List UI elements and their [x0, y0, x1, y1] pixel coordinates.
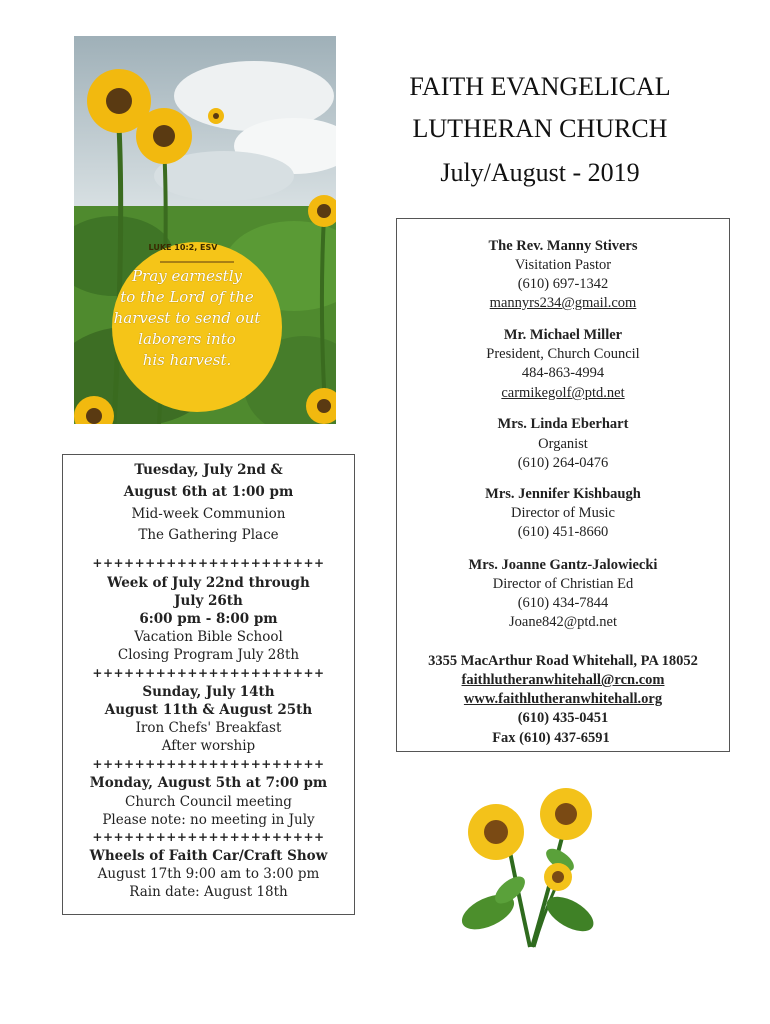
event-note: Rain date: August 18th	[129, 884, 288, 900]
event-date: August 17th 9:00 am to 3:00 pm	[97, 866, 320, 882]
contact-role: President, Church Council	[486, 346, 640, 362]
event-separator: ++++++++++++++++++++++	[92, 757, 325, 771]
event-location: The Gathering Place	[138, 527, 279, 543]
contact-name: Mrs. Joanne Gantz-Jalowiecki	[468, 557, 658, 573]
verse-line: his harvest.	[142, 351, 232, 369]
verse-reference: LUKE 10:2, ESV	[148, 243, 218, 252]
church-name-line-2: LUTHERAN CHURCH	[412, 114, 668, 143]
event-date: Tuesday, July 2nd &	[134, 462, 283, 478]
church-website-link[interactable]: www.faithlutheranwhitehall.org	[463, 691, 663, 707]
contact-name: Mrs. Jennifer Kishbaugh	[485, 486, 641, 502]
event-note: Closing Program July 28th	[117, 647, 300, 663]
church-fax: Fax (610) 437-6591	[492, 730, 610, 746]
event-date: August 11th & August 25th	[104, 702, 313, 718]
contact-phone: (610) 434-7844	[517, 595, 609, 611]
contact-phone: (610) 264-0476	[517, 455, 609, 471]
church-address: 3355 MacArthur Road Whitehall, PA 18052	[428, 653, 698, 669]
sunflower-bouquet-image	[448, 782, 608, 952]
verse-poster-image	[74, 36, 336, 424]
contact-role: Visitation Pastor	[514, 257, 612, 273]
contact-role: Organist	[538, 436, 588, 452]
contact-phone: 484-863-4994	[521, 365, 605, 381]
verse-line: to the Lord of the	[120, 288, 254, 306]
church-name-line-1: FAITH EVANGELICAL	[409, 72, 671, 101]
event-title: Mid-week Communion	[131, 506, 286, 522]
contact-role: Director of Music	[511, 505, 615, 521]
contact-email-link[interactable]: mannyrs234@gmail.com	[489, 295, 637, 311]
verse-line: laborers into	[138, 330, 236, 348]
church-phone: (610) 435-0451	[517, 710, 609, 726]
event-note: Please note: no meeting in July	[102, 812, 315, 828]
verse-line: harvest to send out	[113, 309, 261, 327]
verse-line: Pray earnestly	[132, 267, 242, 285]
event-separator: ++++++++++++++++++++++	[92, 556, 325, 570]
event-separator: ++++++++++++++++++++++	[92, 830, 325, 844]
contact-role: Director of Christian Ed	[492, 576, 634, 592]
verse-text	[97, 266, 277, 371]
contact-email: Joane842@ptd.net	[509, 614, 617, 630]
contact-name: The Rev. Manny Stivers	[488, 238, 638, 254]
event-note: After worship	[161, 738, 256, 754]
event-date: August 6th at 1:00 pm	[123, 484, 294, 500]
church-email-link[interactable]: faithlutheranwhitehall@rcn.com	[461, 672, 665, 688]
event-separator: ++++++++++++++++++++++	[92, 666, 325, 680]
contact-name: Mrs. Linda Eberhart	[497, 416, 629, 432]
event-date: July 26th	[174, 593, 243, 609]
newsletter-date: July/August - 2019	[440, 158, 640, 187]
event-title: Church Council meeting	[125, 794, 292, 810]
contact-name: Mr. Michael Miller	[503, 327, 623, 343]
event-time: 6:00 pm - 8:00 pm	[139, 611, 278, 627]
event-date: Week of July 22nd through	[107, 575, 310, 591]
event-date: Monday, August 5th at 7:00 pm	[89, 775, 328, 791]
contact-email-link[interactable]: carmikegolf@ptd.net	[501, 385, 625, 401]
event-title: Wheels of Faith Car/Craft Show	[89, 848, 328, 864]
event-title: Iron Chefs' Breakfast	[135, 720, 282, 736]
event-date: Sunday, July 14th	[142, 684, 275, 700]
contact-phone: (610) 697-1342	[517, 276, 609, 292]
contact-phone: (610) 451-8660	[517, 524, 609, 540]
event-title: Vacation Bible School	[134, 629, 283, 645]
